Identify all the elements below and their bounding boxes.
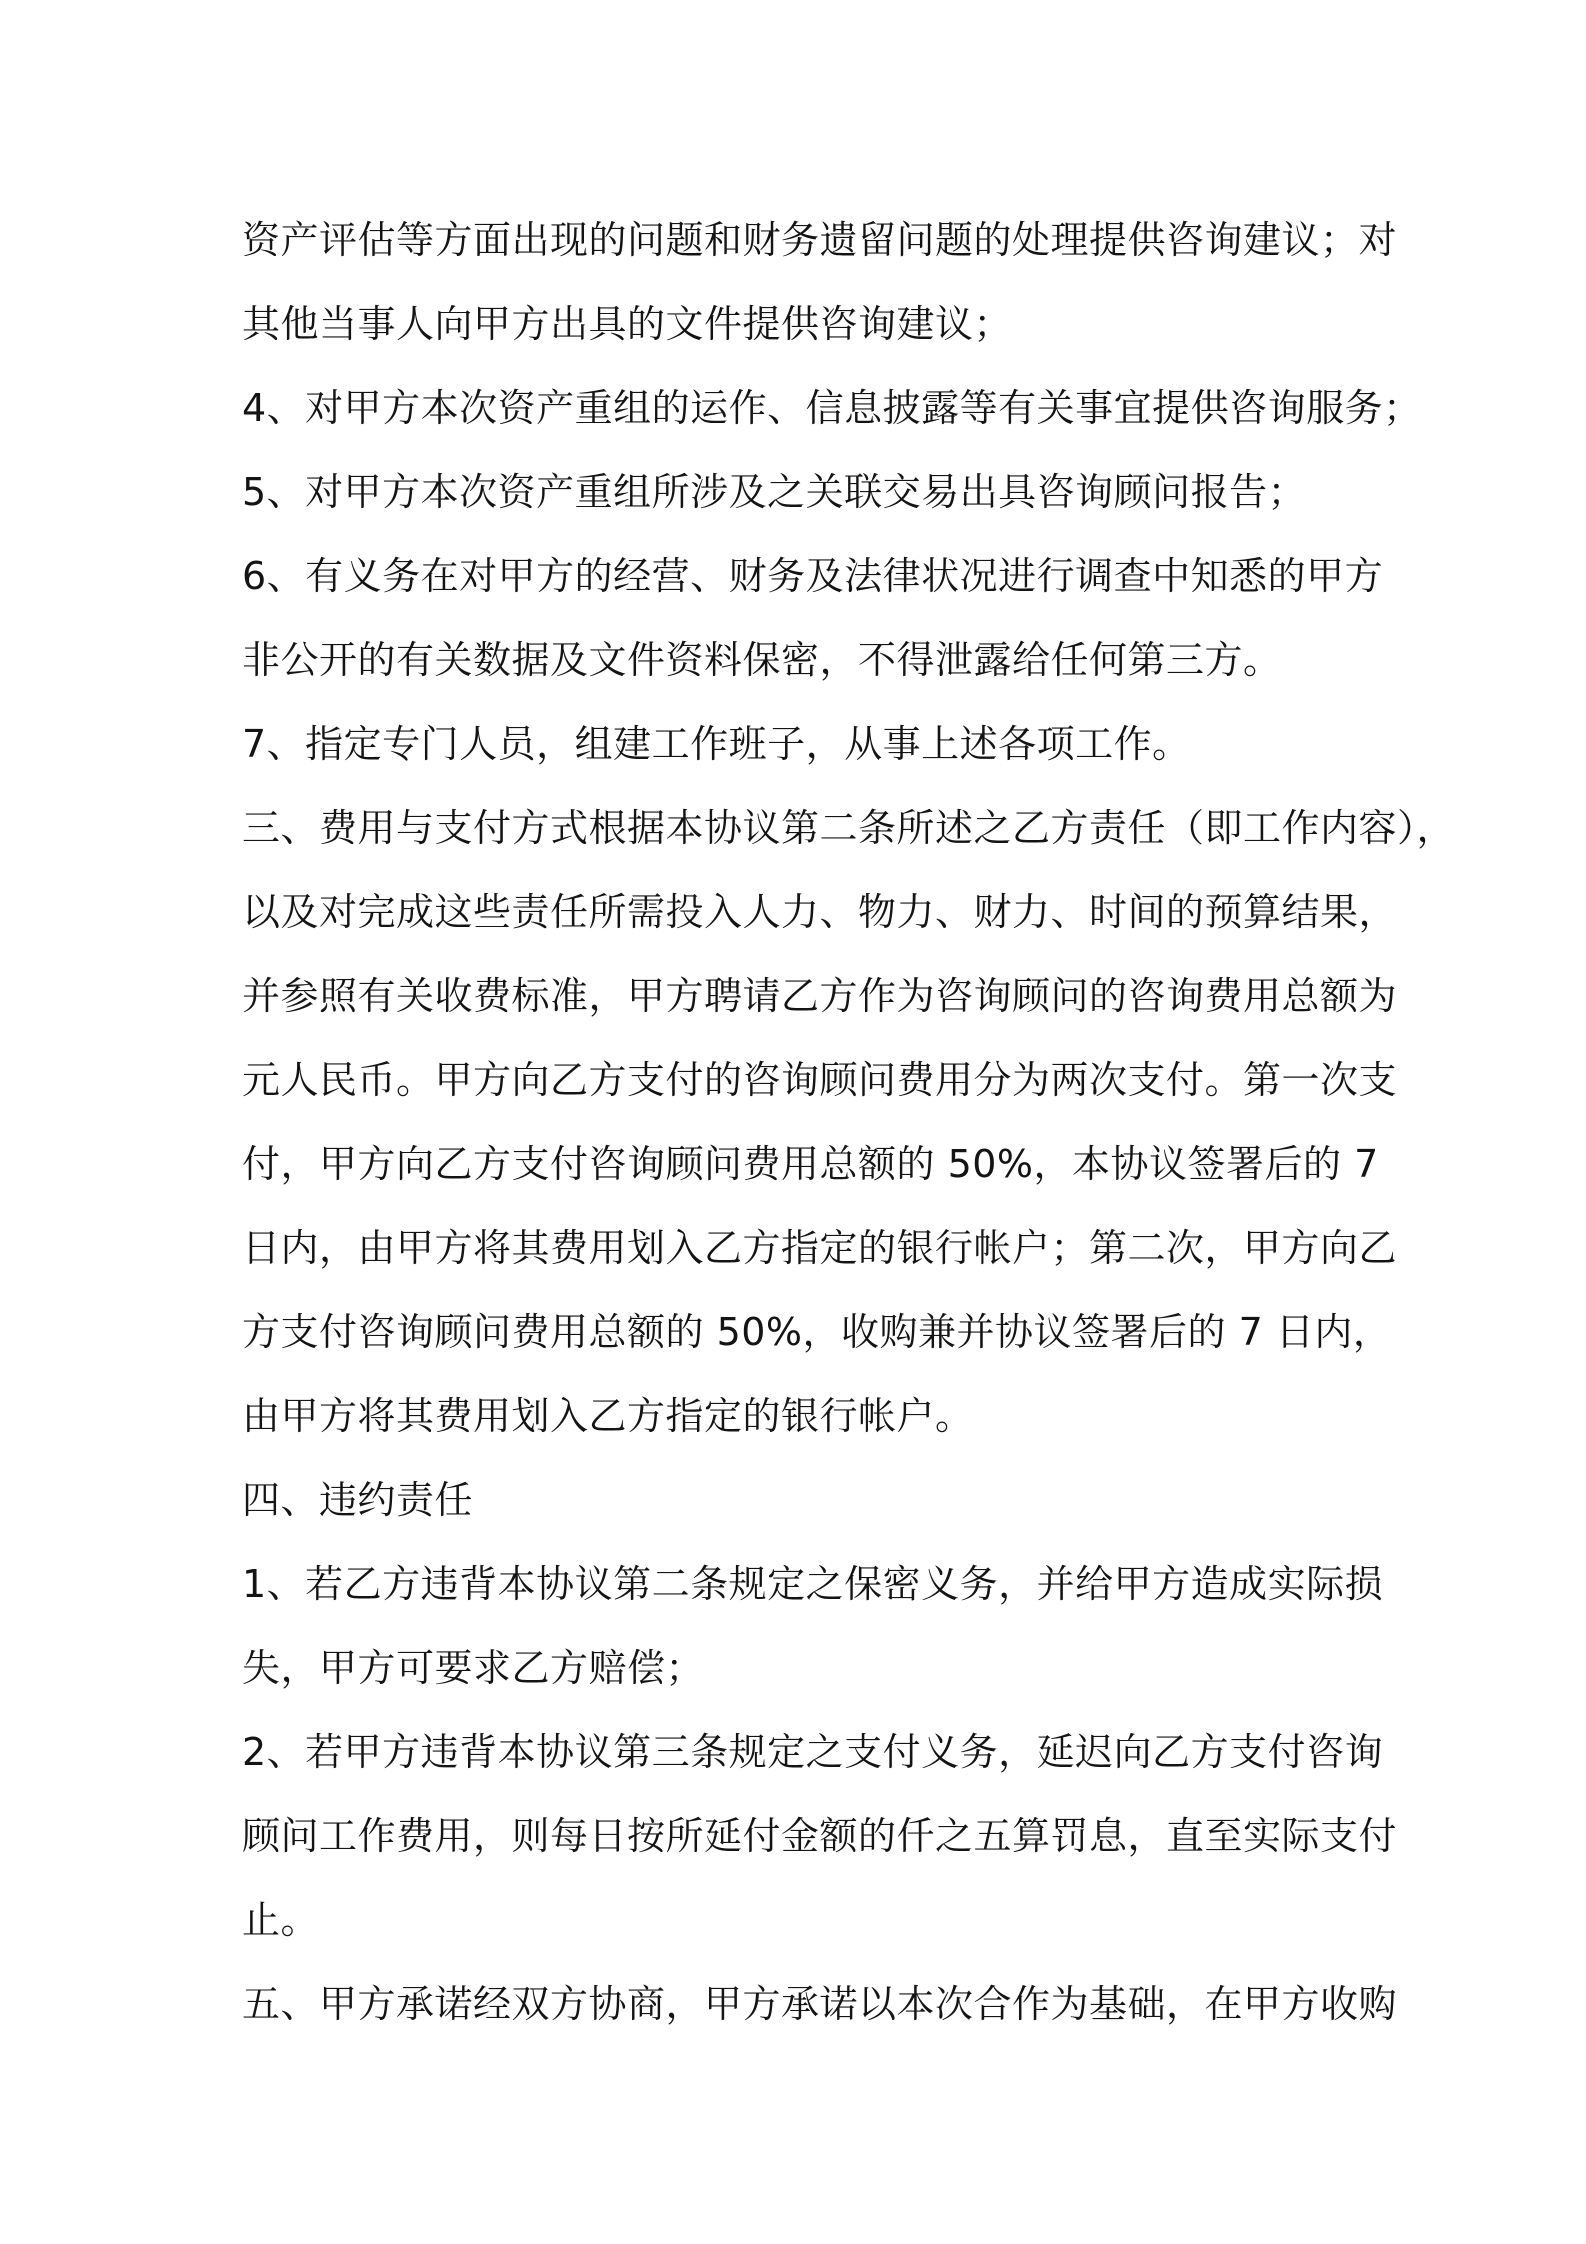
text-line: 以及对完成这些责任所需投入人力、物力、财力、时间的预算结果， <box>242 890 1398 934</box>
text-line: 7、指定专门人员，组建工作班子，从事上述各项工作。 <box>242 722 1191 766</box>
text-line: 4、对甲方本次资产重组的运作、信息披露等有关事宜提供咨询服务； <box>242 386 1422 430</box>
text-line: 止。 <box>242 1898 320 1942</box>
text-line: 5、对甲方本次资产重组所涉及之关联交易出具咨询顾问报告； <box>242 470 1307 514</box>
text-line: 方支付咨询顾问费用总额的 50%，收购兼并协议签署后的 7 日内， <box>242 1310 1392 1354</box>
text-line: 6、有义务在对甲方的经营、财务及法律状况进行调查中知悉的甲方 <box>242 554 1384 598</box>
text-line: 日内，由甲方将其费用划入乙方指定的银行帐户；第二次，甲方向乙 <box>242 1226 1398 1270</box>
section-heading: 四、违约责任 <box>242 1478 474 1522</box>
text-line: 失，甲方可要求乙方赔偿； <box>242 1646 705 1690</box>
text-line: 并参照有关收费标准，甲方聘请乙方作为咨询顾问的咨询费用总额为 <box>242 974 1398 1018</box>
text-line: 元人民币。甲方向乙方支付的咨询顾问费用分为两次支付。第一次支 <box>242 1058 1398 1102</box>
text-line: 1、若乙方违背本协议第二条规定之保密义务，并给甲方造成实际损 <box>242 1562 1384 1606</box>
text-line: 五、甲方承诺经双方协商，甲方承诺以本次合作为基础，在甲方收购 <box>242 1982 1398 2026</box>
text-line: 资产评估等方面出现的问题和财务遗留问题的处理提供咨询建议；对 <box>242 218 1398 262</box>
text-line: 非公开的有关数据及文件资料保密，不得泄露给任何第三方。 <box>242 638 1282 682</box>
text-line: 三、费用与支付方式根据本协议第二条所述之乙方责任（即工作内容）， <box>242 806 1456 850</box>
text-line: 由甲方将其费用划入乙方指定的银行帐户。 <box>242 1394 974 1438</box>
text-line: 付，甲方向乙方支付咨询顾问费用总额的 50%，本协议签署后的 7 <box>242 1142 1379 1186</box>
text-line: 其他当事人向甲方出具的文件提供咨询建议； <box>242 302 1013 346</box>
text-line: 顾问工作费用，则每日按所延付金额的仟之五算罚息，直至实际支付 <box>242 1814 1398 1858</box>
text-line: 2、若甲方违背本协议第三条规定之支付义务，延迟向乙方支付咨询 <box>242 1730 1384 1774</box>
document-body <box>242 198 1456 2046</box>
